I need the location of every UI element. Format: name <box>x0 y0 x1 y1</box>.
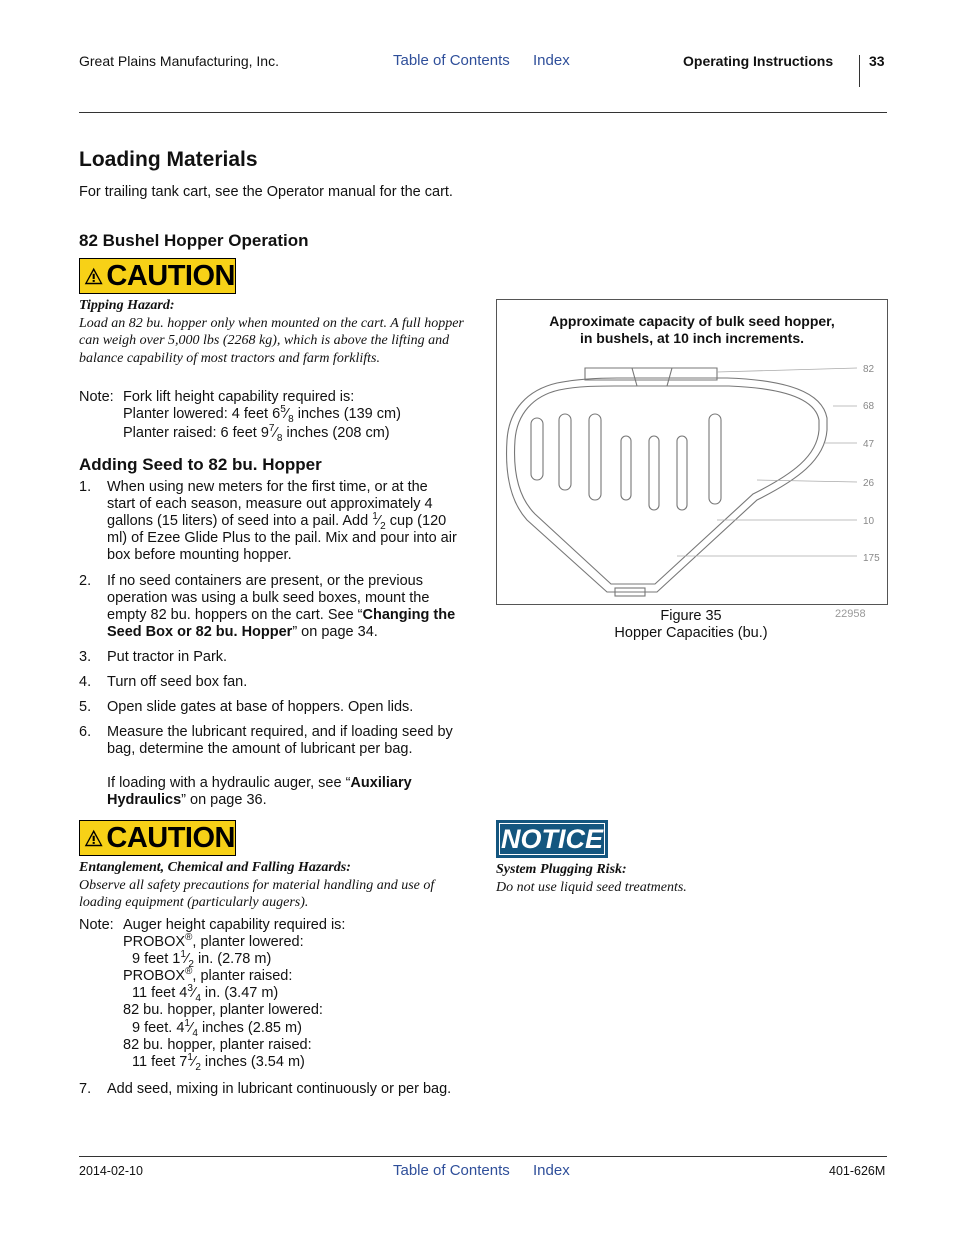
warning-triangle-icon <box>84 826 103 850</box>
doc-number: 401-626M <box>829 1164 886 1178</box>
section-subtitle: 82 Bushel Hopper Operation <box>79 231 309 250</box>
index-link-header[interactable]: Index <box>533 52 570 69</box>
note-2-probox-raised: PROBOX®, planter raised: <box>123 966 293 984</box>
auxiliary-hydraulics-link: Auxiliary Hydraulics <box>107 775 412 808</box>
note-1-line2: Planter lowered: 4 feet $6^5⁄_8$ inches (139 cm) <box>123 404 401 425</box>
header-separator <box>859 55 860 87</box>
index-link-footer[interactable]: Index <box>533 1162 570 1179</box>
header-rule <box>79 112 887 113</box>
note-2-value-1: 9 feet $1^1⁄_2$ in. (2.78 m) <box>132 949 272 970</box>
caution-2-text <box>79 859 471 912</box>
figure-title: Approximate capacity of bulk seed hopper, in bushels, at 10 inch increments. <box>549 313 835 346</box>
note-2-value-2: 11 feet $4^3⁄_4$ in. (3.47 m) <box>132 983 279 1004</box>
caution-badge <box>79 258 236 294</box>
page-number: 33 <box>869 53 885 69</box>
note-2-hopper-raised: 82 bu. hopper, planter raised: <box>123 1037 312 1053</box>
note-2-value-4: 11 feet $7^1⁄_2$ inches (3.54 m) <box>132 1052 305 1073</box>
level-label: 26 <box>863 478 875 489</box>
note-1-line1: Fork lift height capability required is: <box>123 389 355 405</box>
level-label: 47 <box>863 439 875 450</box>
note-1-label: Note: <box>79 389 114 405</box>
list-item: 3. Put tractor in Park. <box>79 649 228 665</box>
toc-link-footer[interactable]: Table of Contents <box>393 1162 510 1179</box>
notice-text <box>496 861 876 896</box>
note-2-hopper-lowered: 82 bu. hopper, planter lowered: <box>123 1002 323 1018</box>
note-2-probox-lowered: PROBOX®, planter lowered: <box>123 932 304 950</box>
hopper-drawing <box>497 300 887 604</box>
notice-label: NOTICE <box>500 823 603 854</box>
caution-badge <box>79 820 236 856</box>
level-label: 68 <box>863 401 875 412</box>
company-name: Great Plains Manufacturing, Inc. <box>79 53 279 69</box>
notice-badge <box>496 820 608 858</box>
list-item: 7. Add seed, mixing in lubricant continuously or per bag. <box>79 1081 452 1097</box>
section-title: Operating Instructions <box>683 53 834 69</box>
changing-seed-box-link: Changing the Seed Box or 82 bu. Hopper <box>107 607 456 640</box>
notice-body: Do not use liquid seed treatments. <box>496 879 687 895</box>
intro-text: For trailing tank cart, see the Operator manual for the cart. <box>79 184 453 200</box>
list-item: 2. If no seed containers are present, or the previous operation was using a bulk seed boxes, mount the empty 82 bu. hoppers on the cart. See “Changing the Seed Box or 82 bu. Hopper” on page 34. <box>79 573 456 640</box>
caution-1-body: Load an 82 bu. hopper only when mounted on the cart. A full hopper can weigh over 5,000 lbs (2268 kg), which is above the lifting and balance capability of most tractors and farm forklifts. <box>79 315 464 366</box>
note-1-line3: Planter raised: 6 feet $9^7⁄_8$ inches (208 cm) <box>123 423 390 444</box>
notice-heading: System Plugging Risk: <box>496 862 627 877</box>
caution-2-heading: Entanglement, Chemical and Falling Hazards: <box>79 860 351 875</box>
caution-1-text <box>79 297 471 367</box>
figure-caption: Figure 35 Hopper Capacities (bu.) <box>614 608 768 641</box>
note-2-label: Note: <box>79 917 114 933</box>
list-item: 5. Open slide gates at base of hoppers. Open lids. <box>79 699 414 715</box>
page-title: Loading Materials <box>79 148 258 171</box>
note-2-value-3: 9 feet. $4^1⁄_4$ inches (2.85 m) <box>132 1018 302 1039</box>
adding-seed-title: Adding Seed to 82 bu. Hopper <box>79 455 322 474</box>
list-item: 1. When using new meters for the first time, or at the start of each season, measure out approximately 4 gallons (15 liters) of seed into a pail. Add $^1⁄_2$ cup (120 ml) of Ezee Glide Plus to the pail. Mix and pour into air box before mounting hopper. <box>79 479 457 563</box>
hopper-figure <box>496 299 888 605</box>
list-item: 4. Turn off seed box fan. <box>79 674 248 690</box>
toc-link-header[interactable]: Table of Contents <box>393 52 510 69</box>
figure-id: 22958 <box>835 608 866 620</box>
footer-date: 2014-02-10 <box>79 1164 143 1178</box>
warning-triangle-icon <box>84 264 103 288</box>
list-item: 6. Measure the lubricant required, and if loading seed by bag, determine the amount of lubricant per bag. If loading with a hydraulic auger, see “Auxiliary Hydraulics” on page 36. <box>79 724 453 808</box>
footer-rule <box>79 1156 887 1157</box>
level-label: 10 <box>863 516 875 527</box>
caution-label: CAUTION <box>106 259 235 292</box>
caution-1-heading: Tipping Hazard: <box>79 298 175 313</box>
level-label: 82 <box>863 364 875 375</box>
note-2-line1: Auger height capability required is: <box>123 917 346 933</box>
caution-label: CAUTION <box>106 821 235 854</box>
caution-2-body: Observe all safety precautions for material handling and use of loading equipment (particularly augers). <box>79 877 435 910</box>
level-label: 175 <box>863 553 880 564</box>
